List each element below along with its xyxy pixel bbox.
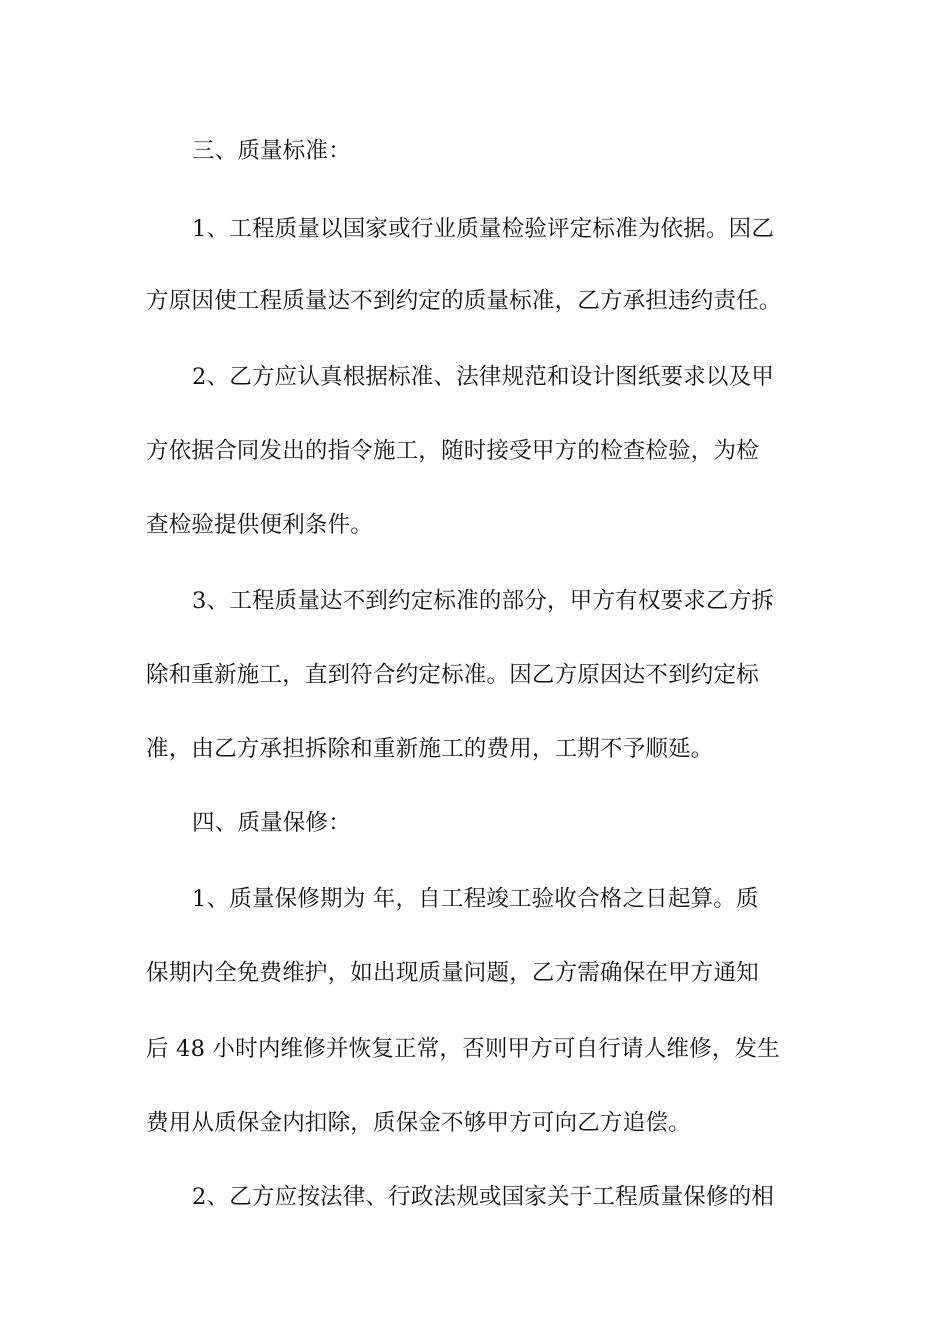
section-heading-quality-standard: 三、质量标准： — [192, 138, 351, 164]
paragraph-line: 保期内全免费维护，如出现质量问题，乙方需确保在甲方通知 — [146, 960, 759, 986]
paragraph-line: 方依据合同发出的指令施工，随时接受甲方的检查检验，为检 — [146, 438, 759, 464]
paragraph-line: 1、质量保修期为 年，自工程竣工验收合格之日起算。质 — [192, 886, 759, 912]
paragraph-line: 2、乙方应认真根据标准、法律规范和设计图纸要求以及甲 — [192, 364, 775, 390]
paragraph-line: 费用从质保金内扣除，质保金不够甲方可向乙方追偿。 — [146, 1110, 691, 1136]
paragraph-line: 查检验提供便利条件。 — [146, 512, 374, 538]
paragraph-line: 准，由乙方承担拆除和重新施工的费用，工期不予顺延。 — [146, 736, 714, 762]
paragraph-line: 除和重新施工，直到符合约定标准。因乙方原因达不到约定标 — [146, 662, 759, 688]
paragraph-line: 方原因使工程质量达不到约定的质量标准，乙方承担违约责任。 — [146, 288, 782, 314]
paragraph-line: 3、工程质量达不到约定标准的部分，甲方有权要求乙方拆 — [192, 588, 775, 614]
paragraph-line: 后 48 小时内维修并恢复正常，否则甲方可自行请人维修，发生 — [146, 1036, 780, 1062]
section-heading-quality-warranty: 四、质量保修： — [192, 810, 351, 836]
paragraph-line: 2、乙方应按法律、行政法规或国家关于工程质量保修的相 — [192, 1184, 775, 1210]
paragraph-line: 1、工程质量以国家或行业质量检验评定标准为依据。因乙 — [192, 216, 775, 242]
